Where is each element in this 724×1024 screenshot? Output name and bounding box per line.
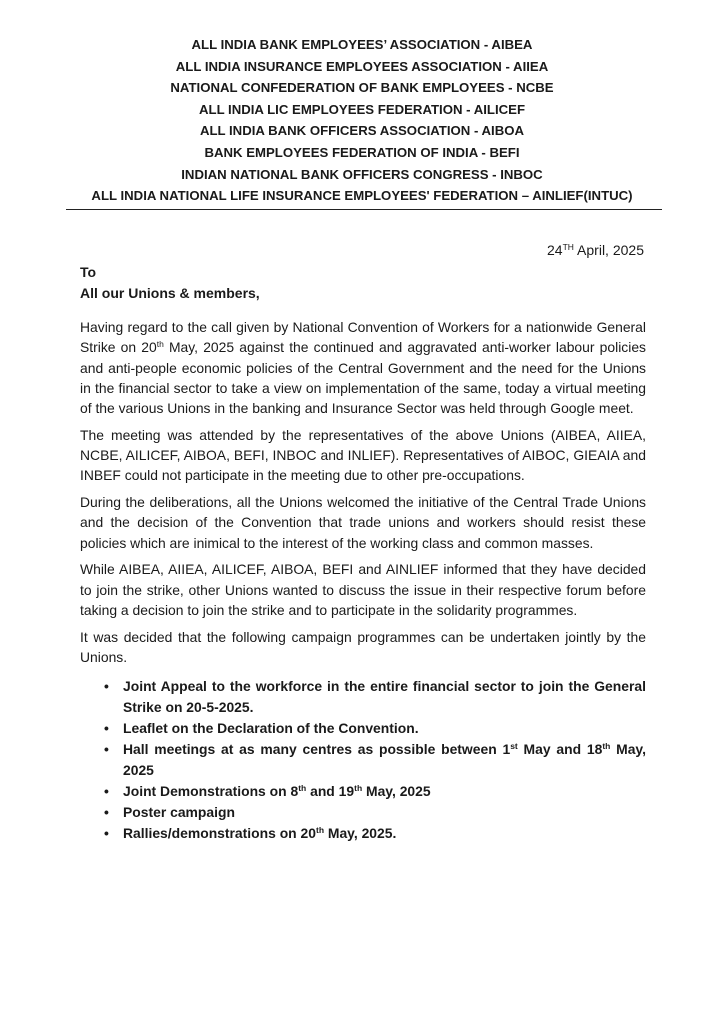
paragraph-decision-to-join: While AIBEA, AIIEA, AILICEF, AIBOA, BEFI and AINLIEF informed that they have decided to join the strike, other Unions wanted to discuss the issue in their respective forum before taking a decision to join the strike and to participate in the solidarity programmes. (80, 561, 646, 619)
paragraph-campaign-intro: It was decided that the following campaign programmes can be undertaken jointly by the Unions. (80, 628, 646, 666)
letterhead (60, 34, 664, 207)
list-item-joint-appeal (80, 676, 646, 717)
list-item-text-b: May and 18 (517, 741, 603, 758)
list-item-sup: th (354, 782, 363, 793)
list-item-text: Joint Appeal to the workforce in the entire financial sector to join the General Strike on 20-5-2025. (123, 678, 646, 715)
letterhead-line-inboc: INDIAN NATIONAL BANK OFFICERS CONGRESS - INBOC (181, 166, 543, 182)
list-item-text-a: Hall meetings at as many centres as possible between 1 (123, 741, 511, 758)
letter-body (80, 317, 646, 845)
list-item-leaflet (80, 718, 646, 738)
paragraph-attendance: The meeting was attended by the representatives of the above Unions (AIBEA, AIIEA, NCBE, AILICEF, AIBOA, BEFI, INBOC and INLIEF). Representatives of AIBOC, GIEAIA and INBEF could not participate in the meeting due to other pre-occupations. (80, 426, 646, 484)
list-item-text-c: May, 2025 (123, 741, 646, 778)
salutation-addressee: All our Unions & members, (80, 284, 260, 301)
paragraph-strike-call (80, 317, 646, 418)
list-item-rallies (80, 823, 646, 843)
paragraph-deliberations: During the deliberations, all the Unions welcomed the initiative of the Central Trade Unions and the decision of the Convention that trade unions and workers should resist these policies which are inimical to the interest of the working class and common masses. (80, 494, 646, 551)
list-item-hall-meetings (80, 739, 646, 780)
campaign-programme-list (80, 676, 646, 843)
letterhead-line-aiboa: ALL INDIA BANK OFFICERS ASSOCIATION - AIBOA (199, 123, 525, 139)
salutation-to: To (80, 264, 97, 280)
list-item-sup: th (315, 825, 325, 836)
letterhead-line-aibea: ALL INDIA BANK EMPLOYEES’ ASSOCIATION - AIBEA (191, 37, 533, 52)
letterhead-line-ncbe: NATIONAL CONFEDERATION OF BANK EMPLOYEES - NCBE (170, 80, 554, 96)
letterhead-line-befi: BANK EMPLOYEES FEDERATION OF INDIA - BEFI (204, 144, 520, 160)
list-item-poster-campaign (80, 802, 646, 822)
paragraph-1-text-a: Having regard to the call given by National Convention of Workers for a nationwide General Strike on 20 (80, 319, 646, 356)
list-item-sup: st (510, 741, 518, 752)
bullet-icon: • (104, 741, 109, 758)
list-item-sup: th (602, 741, 611, 752)
list-item-text-b: May, 2025. (324, 825, 397, 842)
letterhead-line-ainlief: ALL INDIA NATIONAL LIFE INSURANCE EMPLOYEES' FEDERATION – AINLIEF(INTUC) (91, 188, 633, 204)
letterhead-line-ailicef: ALL INDIA LIC EMPLOYEES FEDERATION - AILICEF (198, 101, 526, 117)
list-item-joint-demonstrations (80, 781, 646, 801)
paragraph-1-text-b: May, 2025 against the continued and aggravated anti-worker labour policies and anti-people economic policies of the Central Government and the need for the Unions in the financial sector to take a view on implementation of the same, today a virtual meeting of the various Unions in the banking and Insurance Sector was held through Google meet. (80, 339, 646, 417)
list-item-text: Leaflet on the Declaration of the Convention. (123, 719, 419, 736)
date-day: 24 (547, 242, 563, 258)
letter-date (547, 240, 644, 260)
bullet-icon: • (104, 719, 109, 736)
date-month-year: April, 2025 (573, 242, 644, 258)
list-item-text-a: Joint Demonstrations on 8 (123, 782, 299, 799)
list-item-text-b: and 19 (306, 782, 355, 799)
list-item-text-c: May, 2025 (362, 782, 431, 799)
bullet-icon: • (104, 825, 109, 842)
list-item-text: Poster campaign (123, 804, 235, 821)
bullet-icon: • (104, 782, 109, 799)
paragraph-1-sup: th (156, 339, 164, 350)
bullet-icon: • (104, 678, 109, 695)
letterhead-line-aiiea: ALL INDIA INSURANCE EMPLOYEES ASSOCIATION - AIIEA (175, 58, 549, 74)
salutation (80, 262, 260, 303)
bullet-icon: • (104, 804, 109, 821)
date-day-suffix: TH (562, 242, 574, 252)
list-item-sup: th (298, 782, 307, 793)
header-divider (66, 209, 662, 210)
list-item-text-a: Rallies/demonstrations on 20 (123, 825, 316, 842)
